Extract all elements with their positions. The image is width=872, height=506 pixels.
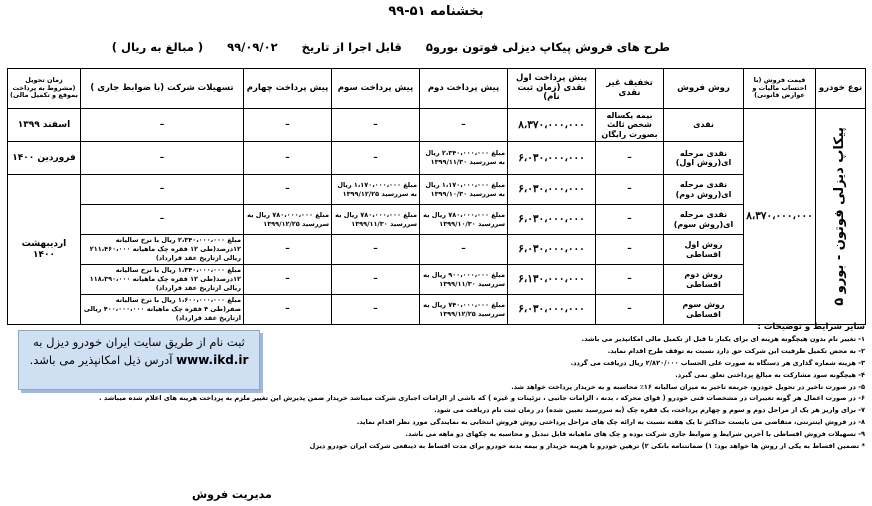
prepayment-2: مبلغ ۷۸۰،۰۰۰،۰۰۰ ریال به سررسید ۱۳۹۹/۱۰/۳۰ [420, 205, 508, 235]
discount-cell: بیمه یکساله شخص ثالث بصورت رایگان [596, 109, 664, 142]
prepayment-1: ۶،۰۳۰،۰۰۰،۰۰۰ [508, 295, 596, 325]
sale-method: نقدی مرحله ای(روش سوم) [664, 205, 744, 235]
table-row [8, 142, 866, 175]
prepayment-3: مبلغ ۷۸۰،۰۰۰،۰۰۰ ریال به سررسید ۱۳۹۹/۱۱/۳۰ [332, 205, 420, 235]
header-delivery: زمان تحویل (مشروط به پرداخت بموقع و تکمیل مالی) [8, 69, 81, 109]
facility-cell: مبلغ ۱،۶۰۰،۰۰۰،۰۰۰ ریال با نرخ سالیانه صفر(طی ۴ فقره چک ماهیانه ۴۰۰،۰۰۰،۰۰۰ ریالی ازتاریخ عقد قرارداد) [81, 295, 244, 325]
prepayment-3: مبلغ ۱،۱۷۰،۰۰۰،۰۰۰ ریال به سررسید ۱۳۹۹/۱۲/۲۵ [332, 175, 420, 205]
discount-cell: – [596, 235, 664, 265]
table-row [8, 175, 866, 205]
currency-unit: ( مبالغ به ریال ) [111, 40, 204, 54]
delivery-cell: اسفند ۱۳۹۹ [8, 109, 81, 142]
header-prepayment-1: پیش پرداخت اول نقدی (زمان ثبت نام) [508, 69, 596, 109]
header-discount: تخفیف غیر نقدی [596, 69, 664, 109]
prepayment-4: – [244, 235, 332, 265]
header-model: نوع خودرو [816, 69, 866, 109]
prepayment-3: – [332, 142, 420, 175]
note-item: ۷- برای واریز هر یک از مراحل دوم و سوم و چهارم پرداخت، یک فقره چک (به سررسید تعیین شده) در زمان ثبت نام دریافت می شود. [434, 406, 865, 415]
header-prepayment-3: پیش پرداخت سوم [332, 69, 420, 109]
table-row [8, 109, 866, 142]
plan-name: طرح های فروش پیکاپ دیزلی فوتون بورو۵ [425, 40, 670, 54]
facility-cell: – [81, 142, 244, 175]
table-header-row [8, 69, 866, 109]
discount-cell: – [596, 205, 664, 235]
prepayment-1: ۶،۰۳۰،۰۰۰،۰۰۰ [508, 142, 596, 175]
note-item: ۹- تسهیلات فروش اقساطی با آخرین شرایط و ضوابط جاری شرکت بوده و چک های ماهیانه قابل تبدیل و محاسبه به چکهای دو ماهه می باشد. [405, 430, 865, 439]
sale-method: نقدی [664, 109, 744, 142]
sale-method: روش اول اقساطی [664, 235, 744, 265]
note-item: ۶- در صورت اعمال هر گونه تغییرات در مشخصات فنی خودرو ( قوای محرکه ، بدنه ، الزامات جانبی ، تزئینات و غیره ) که ناشی از الزامات اجباری شرکت میباشد خریدار ضمن پذیرش این تغییر ملزم به پرداخت هزینه های اعلام شده میباشد . [99, 394, 865, 403]
callout-line-2: آدرس ذیل امکانپذیر می باشد. [29, 353, 173, 367]
table-row [8, 265, 866, 295]
prepayment-1: ۶،۱۳۰،۰۰۰،۰۰۰ [508, 265, 596, 295]
prepayment-4: – [244, 175, 332, 205]
effective-date-label: قابل اجرا از تاریخ [301, 40, 402, 54]
note-item: ۴- هیچگونه سود مشارکت به مبالغ پرداختی تعلق نمی گیرد. [675, 370, 865, 379]
circular-title: بخشنامه ۵۱-۹۹ [388, 4, 484, 19]
prepayment-1: ۶،۰۳۰،۰۰۰،۰۰۰ [508, 205, 596, 235]
discount-cell: – [596, 175, 664, 205]
note-item: ۳- هزینه شماره گذاری هر دستگاه به صورت علی الحساب ۲/۸۲۰/۰۰۰ ریال دریافت می گردد. [570, 358, 865, 367]
facility-cell: – [81, 205, 244, 235]
prepayment-2: مبلغ ۱،۱۷۰،۰۰۰،۰۰۰ ریال به سررسید ۱۳۹۹/۱۰/۳۰ [420, 175, 508, 205]
sale-method: روش دوم اقساطی [664, 265, 744, 295]
prepayment-2: – [420, 109, 508, 142]
note-item: ۸- در فروش اینترنتی، متقاضی می بایست حداکثر تا یک هفته نسبت به ارائه چک های مراحل پرداختی روش فروش انتخابی به نمایندگی مورد نظر اقدام نماید. [356, 418, 865, 427]
website-link[interactable]: www.ikd.ir [176, 353, 249, 367]
facility-cell: – [81, 175, 244, 205]
prepayment-4: – [244, 265, 332, 295]
prepayment-1: ۶،۰۳۰،۰۰۰،۰۰۰ [508, 235, 596, 265]
delivery-cell: فروردین ۱۴۰۰ [8, 142, 81, 175]
note-item: ۵- در صورت تاخیر در تحویل خودرو، جریمه تاخیر به میزان سالیانه ۱۶٪ محاسبه و به خریدار پرداخت خواهد شد. [511, 382, 865, 391]
prepayment-2: مبلغ ۲،۳۴۰،۰۰۰،۰۰۰ ریال به سررسید ۱۳۹۹/۱۱/۳۰ [420, 142, 508, 175]
discount-cell: – [596, 265, 664, 295]
header-prepayment-4: پیش پرداخت چهارم [244, 69, 332, 109]
signature: مدیریت فروش [192, 488, 272, 501]
model-name: پیکاپ دیزلی فوتون - بورو ۵ [832, 127, 848, 306]
effective-date: ۹۹/۰۹/۰۲ [227, 40, 278, 54]
prepayment-2: مبلغ ۹۰۰،۰۰۰،۰۰۰ ریال به سررسید ۱۳۹۹/۱۱/۳۰ [420, 265, 508, 295]
prepayment-2: مبلغ ۷۴۰،۰۰۰،۰۰۰ ریال به سررسید ۱۳۹۹/۱۲/۲۵ [420, 295, 508, 325]
facility-cell: مبلغ ۱،۳۴۰،۰۰۰،۰۰۰ ریال با نرخ سالیانه ۱۲درصد(طی ۱۲ فقره چک ماهیانه ۱۱۸،۳۹۰،۰۰۰ ریالی ازتاریخ عقد قرارداد) [81, 265, 244, 295]
price-cell: ۸،۳۷۰،۰۰۰،۰۰۰ [744, 109, 816, 325]
table-row [8, 295, 866, 325]
note-item: ۱- تغییر نام بدون هیچگونه هزینه ای برای یکبار تا قبل از تکمیل مالی امکانپذیر می باشد. [581, 334, 865, 343]
header-price: قیمت فروش (با احتساب مالیات و عوارض قانونی) [744, 69, 816, 109]
table-row [8, 205, 866, 235]
prepayment-4: – [244, 109, 332, 142]
header-prepayment-2: پیش پرداخت دوم [420, 69, 508, 109]
sale-method: نقدی مرحله ای(روش دوم) [664, 175, 744, 205]
prepayment-4: – [244, 142, 332, 175]
sales-plan-table [7, 68, 866, 325]
discount-cell: – [596, 142, 664, 175]
model-cell [816, 109, 866, 325]
callout-line-1: ثبت نام از طریق سایت ایران خودرو دیزل به [33, 335, 245, 349]
prepayment-4: مبلغ ۷۸۰،۰۰۰،۰۰۰ ریال به سررسید ۱۳۹۹/۱۲/۲۵ [244, 205, 332, 235]
header-facility: تسهیلات شرکت (با ضوابط جاری ) [81, 69, 244, 109]
note-item: * تضمین اقساط به یکی از روش ها خواهد بود: ۱) ضمانتنامه بانکی ۲) ترهین خودرو با هزینه خریدار و بیمه بدنه خودرو برای مدت اقساط به ذینفعی شرکت ایران خودرو دیزل [309, 442, 865, 451]
prepayment-1: ۸،۳۷۰،۰۰۰،۰۰۰ [508, 109, 596, 142]
delivery-cell: اردیبهشت ۱۴۰۰ [8, 175, 81, 325]
header-method: روش فروش [664, 69, 744, 109]
table-row [8, 235, 866, 265]
prepayment-3: – [332, 109, 420, 142]
facility-cell: مبلغ ۲،۳۴۰،۰۰۰،۰۰۰ ریال با نرخ سالیانه ۱۲درصد(طی ۱۲ فقره چک ماهیانه ۲۱۱،۴۶۰،۰۰۰ ریالی ازتاریخ عقد قرارداد) [81, 235, 244, 265]
sale-method: نقدی مرحله ای(روش اول) [664, 142, 744, 175]
note-item: ۲- به محض تکمیل ظرفیت این شرکت حق دارد نسبت به توقف طرح اقدام نماید. [607, 346, 865, 355]
plan-subtitle [111, 40, 680, 54]
facility-cell: – [81, 109, 244, 142]
prepayment-3: – [332, 265, 420, 295]
prepayment-3: – [332, 295, 420, 325]
notes-heading: سایر شرایط و توضیحات : [757, 322, 865, 332]
prepayment-4: – [244, 295, 332, 325]
registration-callout [18, 330, 260, 390]
prepayment-2: – [420, 235, 508, 265]
discount-cell: – [596, 295, 664, 325]
prepayment-3: – [332, 235, 420, 265]
prepayment-1: ۶،۰۳۰،۰۰۰،۰۰۰ [508, 175, 596, 205]
sale-method: روش سوم اقساطی [664, 295, 744, 325]
